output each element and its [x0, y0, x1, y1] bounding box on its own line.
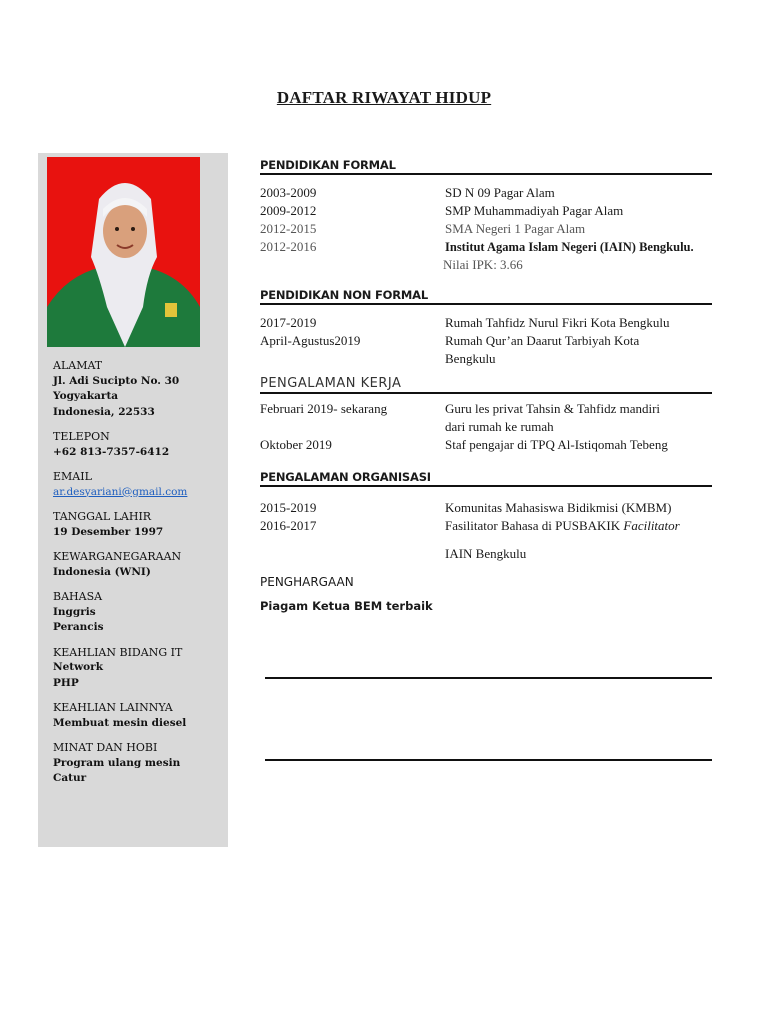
language-value: Inggris: [53, 605, 96, 618]
hobby-value: Catur: [53, 772, 87, 784]
table-row: [260, 184, 720, 202]
org-rows: [260, 499, 720, 563]
hobbies-block: [53, 740, 223, 787]
phone-value: +62 813-7357-6412: [53, 445, 170, 458]
address-block: [53, 358, 223, 420]
table-row: [260, 436, 720, 454]
description: SMP Muhammadiyah Pagar Alam: [445, 203, 624, 218]
award-item: Piagam Ketua BEM terbaik: [260, 599, 433, 613]
table-row: [260, 400, 720, 436]
phone-label: TELEPON: [53, 430, 110, 443]
hobby-value: Program ulang mesin: [53, 756, 181, 769]
language-value: Perancis: [53, 621, 104, 633]
address-line: Yogyakarta: [53, 390, 119, 402]
address-line: Indonesia, 22533: [53, 405, 155, 418]
contact-info: [53, 358, 223, 796]
period: 2003-2009: [260, 185, 317, 200]
sidebar: [38, 153, 228, 847]
other-skills-label: KEAHLIAN LAINNYA: [53, 701, 173, 714]
table-row: [260, 202, 720, 220]
birthdate-label: TANGGAL LAHIR: [53, 510, 152, 523]
main-content: [260, 158, 720, 613]
description: Rumah Tahfidz Nurul Fikri Kota Bengkulu: [445, 315, 670, 330]
page-title: DAFTAR RIWAYAT HIDUP: [276, 88, 492, 107]
period: 2009-2012: [260, 203, 317, 218]
description: [445, 517, 725, 535]
table-row: [260, 220, 720, 238]
it-skill-value: PHP: [53, 676, 79, 689]
birthdate-value: 19 Desember 1997: [53, 525, 164, 538]
it-skills-block: [53, 645, 223, 692]
phone-block: [53, 429, 223, 460]
period: Oktober 2019: [260, 437, 332, 452]
description: SMA Negeri 1 Pagar Alam: [445, 221, 586, 236]
birthdate-block: [53, 509, 223, 540]
section-heading-work: PENGALAMAN KERJA: [260, 376, 712, 394]
period: 2012-2015: [260, 221, 317, 236]
period: 2015-2019: [260, 500, 317, 515]
description-line: Fasilitator Bahasa di PUSBAKIK: [445, 518, 621, 533]
it-skill-value: Network: [53, 661, 103, 673]
citizenship-label: KEWARGANEGARAAN: [53, 550, 182, 563]
table-row: [260, 499, 720, 517]
section-heading-formal: PENDIDIKAN FORMAL: [260, 158, 712, 175]
section-heading-award: PENGHARGAAN: [260, 575, 354, 589]
description-gpa: Nilai IPK: 3.66: [443, 257, 523, 272]
period: 2012-2016: [260, 239, 317, 254]
description-line: Bengkulu: [445, 351, 496, 366]
table-row: [260, 517, 720, 535]
other-skill-value: Membuat mesin diesel: [53, 716, 187, 729]
table-row: [260, 314, 720, 332]
period: 2016-2017: [260, 518, 317, 533]
other-skills-block: [53, 700, 223, 731]
it-skills-label: KEAHLIAN BIDANG IT: [53, 645, 183, 659]
nonformal-rows: [260, 314, 720, 368]
description: IAIN Bengkulu: [445, 546, 527, 561]
description: [445, 332, 725, 368]
hobbies-label: MINAT DAN HOBI: [53, 741, 158, 754]
table-row: [260, 545, 720, 563]
email-label: EMAIL: [53, 470, 92, 483]
profile-photo: [47, 157, 200, 347]
address-line: Jl. Adi Sucipto No. 30: [53, 374, 180, 387]
section-heading-org: PENGALAMAN ORGANISASI: [260, 470, 712, 487]
table-row: [260, 332, 720, 368]
description-line: Guru les privat Tahsin & Tahfidz mandiri: [445, 401, 661, 416]
address-label: ALAMAT: [53, 359, 103, 372]
person-photo-icon: [47, 157, 200, 347]
language-block: [53, 589, 223, 636]
description: SD N 09 Pagar Alam: [445, 185, 555, 200]
description-line: dari rumah ke rumah: [445, 419, 554, 434]
email-link[interactable]: ar.desyariani@gmail.com: [53, 485, 188, 498]
citizenship-value: Indonesia (WNI): [53, 565, 151, 578]
period-empty: [260, 545, 445, 563]
description: [445, 400, 725, 436]
section-heading-nonformal: PENDIDIKAN NON FORMAL: [260, 288, 712, 305]
email-block: [53, 469, 223, 500]
period: April-Agustus2019: [260, 333, 361, 348]
table-row: [260, 238, 720, 274]
description-main: Institut Agama Islam Negeri (IAIN) Bengkulu.: [445, 240, 694, 254]
formal-rows: [260, 184, 720, 274]
description: Staf pengajar di TPQ Al-Istiqomah Tebeng: [445, 437, 668, 452]
description-line: Rumah Qur’an Daarut Tarbiyah Kota: [445, 333, 640, 348]
divider-line: [265, 677, 712, 679]
description: [445, 238, 725, 274]
divider-line: [265, 759, 712, 761]
description-italic: Facilitator: [623, 518, 680, 533]
citizenship-block: [53, 549, 223, 580]
description: Komunitas Mahasiswa Bidikmisi (KMBM): [445, 500, 672, 515]
work-rows: [260, 400, 720, 454]
language-label: BAHASA: [53, 590, 103, 603]
period: Februari 2019- sekarang: [260, 401, 388, 416]
period: 2017-2019: [260, 315, 317, 330]
